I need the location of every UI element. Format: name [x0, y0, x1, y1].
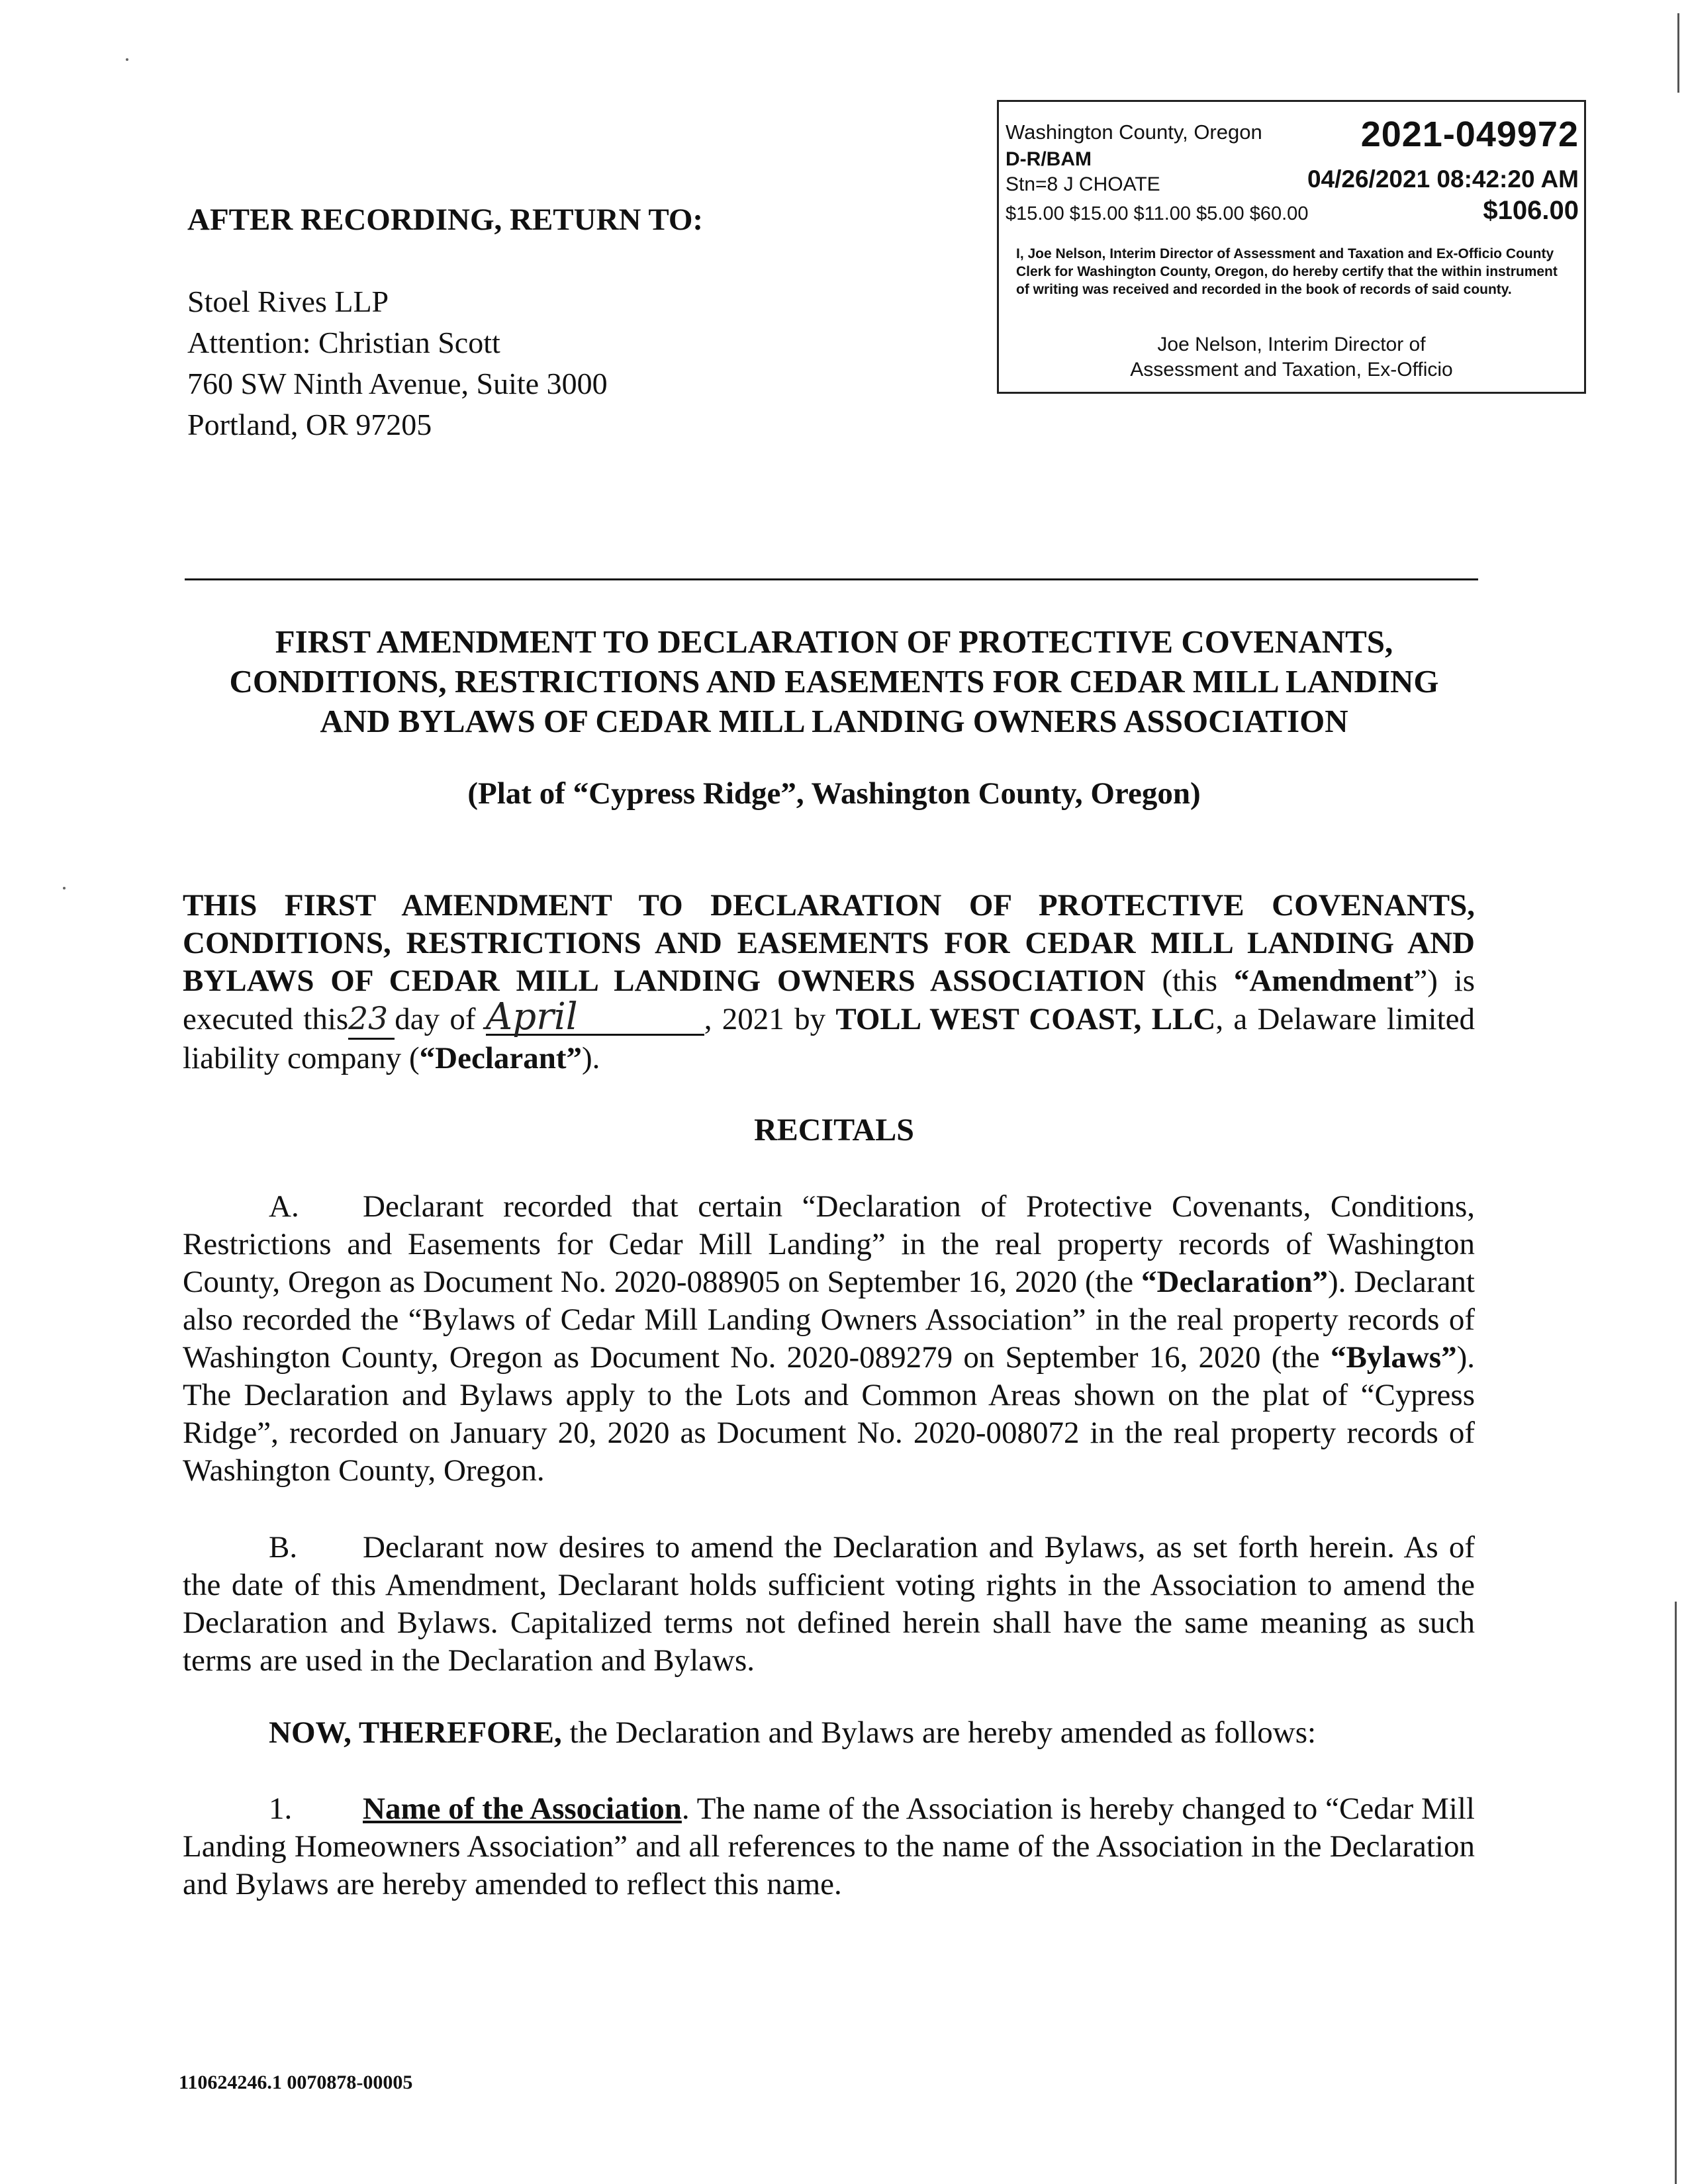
declarant-name: TOLL WEST COAST, LLC	[835, 1002, 1216, 1036]
intro-day-of: day of	[395, 1002, 476, 1036]
now-therefore-text: the Declaration and Bylaws are hereby amended as follows:	[561, 1715, 1317, 1750]
declarant-term: “Declarant”	[419, 1041, 583, 1075]
intro-this-paren: (this	[1162, 964, 1217, 998]
scan-edge-mark	[1677, 13, 1679, 93]
recital-a	[183, 1188, 1475, 1490]
recitals-heading: RECITALS	[754, 1113, 914, 1148]
recital-b	[183, 1529, 1475, 1680]
declaration-term: “Declaration”	[1141, 1265, 1328, 1299]
recital-b-marker: B.	[269, 1530, 298, 1565]
recital-a-text: Declarant recorded that certain “Declaration of Protective Covenants, Conditions, Restrictions and Easements for Cedar Mill Landing” in the real property records of Washington County, Oregon as Document No. 2020-088905 on September 16, 2020 (the	[183, 1189, 1475, 1299]
document-subtitle: (Plat of “Cypress Ridge”, Washington County, Oregon)	[467, 776, 1201, 811]
recital-a-text: ). The Declaration and Bylaws apply to the Lots and Common Areas shown on the plat of “Cypress Ridge”, recorded on January 20, 2020 as Document No. 2020-008072 in the real property records of Washington County, Oregon.	[183, 1340, 1475, 1488]
stamp-document-number: 2021-049972	[1360, 114, 1579, 154]
now-therefore-lead: NOW, THEREFORE,	[269, 1715, 562, 1750]
recital-a-marker: A.	[269, 1189, 299, 1224]
stamp-fees: $15.00 $15.00 $11.00 $5.00 $60.00	[1006, 203, 1309, 224]
now-therefore-paragraph	[183, 1714, 1475, 1752]
stamp-total: $106.00	[1483, 196, 1579, 225]
return-to-heading: AFTER RECORDING, RETURN TO:	[187, 203, 704, 237]
title-line: AND BYLAWS OF CEDAR MILL LANDING OWNERS ASSOCIATION	[320, 703, 1348, 739]
return-address	[187, 281, 608, 445]
handwritten-month: April	[486, 1001, 704, 1036]
section-1	[183, 1790, 1475, 1903]
stamp-certification: I, Joe Nelson, Interim Director of Assessment and Taxation and Ex-Officio County Clerk for Washington County, Oregon, do hereby certify that the within instrument of writing was received and recorded in the book of records of said county.	[1016, 246, 1558, 297]
intro-year-by: , 2021 by	[704, 1002, 826, 1036]
document-title	[165, 622, 1503, 741]
intro-executed-text: ”) is executed this	[183, 964, 1476, 1036]
scan-speck	[126, 58, 128, 61]
section-1-marker: 1.	[269, 1792, 293, 1826]
stamp-signer	[999, 332, 1584, 383]
amendment-term: Amendment	[1249, 964, 1414, 998]
intro-end: ).	[582, 1041, 600, 1075]
horizontal-rule	[185, 578, 1478, 580]
return-address-line: Portland, OR 97205	[187, 408, 432, 441]
stamp-signer-line: Assessment and Taxation, Ex-Officio	[1130, 359, 1453, 381]
intro-open-quote: “	[1233, 964, 1250, 998]
bylaws-term: “Bylaws”	[1330, 1340, 1457, 1375]
recital-b-text: Declarant now desires to amend the Declaration and Bylaws, as set forth herein. As of the date of this Amendment, Declarant holds sufficient voting rights in the Association to amend the Declaration and Bylaws. Capitalized terms not defined herein shall have the same meaning as such terms are used in the Declaration and Bylaws.	[183, 1530, 1475, 1678]
stamp-station: Stn=8 J CHOATE	[1006, 173, 1160, 195]
return-address-line: 760 SW Ninth Avenue, Suite 3000	[187, 367, 608, 400]
stamp-signer-line: Joe Nelson, Interim Director of	[1157, 334, 1426, 355]
scan-edge-mark	[1675, 1602, 1677, 2184]
recording-stamp	[997, 100, 1586, 394]
stamp-county: Washington County, Oregon	[1006, 120, 1262, 144]
recital-a-text: ). Declarant also recorded the “Bylaws of Cedar Mill Landing Owners Association” in the real property records of Washington County, Oregon as Document No. 2020-089279 on September 16, 2020 (the	[183, 1265, 1475, 1375]
document-footer-code: 110624246.1 0070878-00005	[179, 2071, 413, 2093]
declarant-description: , a Delaware limited liability company (	[183, 1002, 1475, 1075]
stamp-document-type: D-R/BAM	[1006, 148, 1092, 170]
scan-speck	[63, 887, 66, 889]
intro-caps-text: THIS FIRST AMENDMENT TO DECLARATION OF PROTECTIVE COVENANTS, CONDITIONS, RESTRICTIONS AND EASEMENTS FOR CEDAR MILL LANDING AND BYLAWS OF CEDAR MILL LANDING OWNERS ASSOCIATION	[183, 888, 1475, 998]
return-address-line: Stoel Rives LLP	[187, 285, 389, 318]
intro-paragraph	[183, 887, 1475, 1077]
stamp-datetime: 04/26/2021 08:42:20 AM	[1307, 165, 1579, 193]
section-1-text: . The name of the Association is hereby changed to “Cedar Mill Landing Homeowners Association” and all references to the name of the Association in the Declaration and Bylaws are hereby amended to reflect this name.	[183, 1792, 1475, 1901]
title-line: FIRST AMENDMENT TO DECLARATION OF PROTECTIVE COVENANTS,	[275, 623, 1393, 660]
handwritten-day: 23	[348, 1000, 395, 1040]
section-1-heading: Name of the Association	[363, 1792, 682, 1826]
title-line: CONDITIONS, RESTRICTIONS AND EASEMENTS FOR CEDAR MILL LANDING	[229, 663, 1439, 700]
return-address-line: Attention: Christian Scott	[187, 326, 500, 359]
